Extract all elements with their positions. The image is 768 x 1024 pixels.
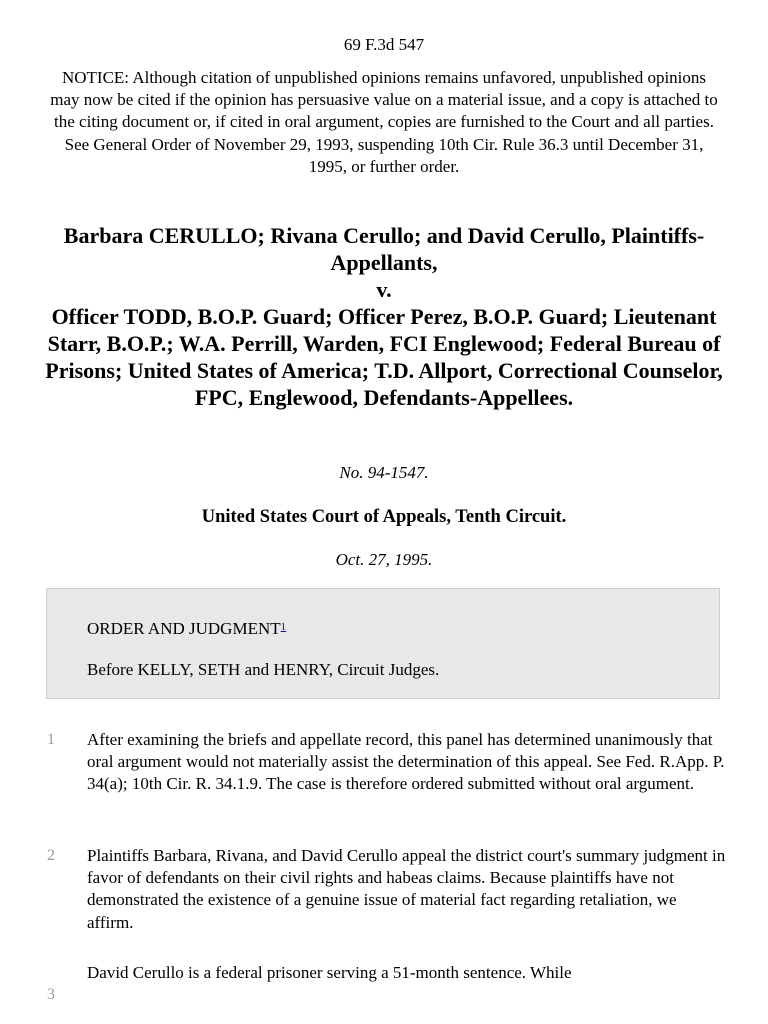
paragraph-number: 3	[47, 986, 55, 1003]
docket-number: No. 94-1547.	[339, 463, 429, 482]
paragraph-text: David Cerullo is a federal prisoner serving a 51-month sentence. While	[87, 963, 572, 982]
case-citation: 69 F.3d 547	[343, 35, 425, 54]
paragraph-number: 2	[47, 847, 55, 864]
judges-panel: Before KELLY, SETH and HENRY, Circuit Judges.	[87, 660, 440, 679]
unpublished-opinion-notice: NOTICE: Although citation of unpublished opinions remains unfavored, unpublished opinions may now be cited if the opinion has persuasive value on a material issue, and a copy is attached to the citing document or, if cited in oral argument, copies are furnished to the Court and all parties. See General Order of November 29, 1993, suspending 10th Cir. Rule 36.3 until December 31, 1995, or further order.	[50, 68, 718, 176]
decision-date: Oct. 27, 1995.	[335, 550, 433, 569]
court-name: United States Court of Appeals, Tenth Circuit.	[201, 507, 567, 527]
paragraph-text: After examining the briefs and appellate record, this panel has determined unanimously that oral argument would not materially assist the determination of this appeal. See Fed. R.App. P. 34(a); 10th Cir. R. 34.1.9. The case is therefore ordered submitted without oral argument.	[87, 730, 725, 794]
caption-versus: v.	[376, 277, 392, 302]
case-caption	[40, 222, 728, 411]
paragraph-number: 1	[47, 731, 55, 748]
caption-defendants: Officer TODD, B.O.P. Guard; Officer Perez, B.O.P. Guard; Lieutenant Starr, B.O.P.; W.A. Perrill, Warden, FCI Englewood; Federal Bureau of Prisons; United States of America; T.D. Allport, Correctional Counselor, FPC, Englewood, Defendants-Appellees.	[45, 304, 723, 410]
order-title-text: ORDER AND JUDGMENT	[87, 619, 281, 638]
caption-plaintiffs: Barbara CERULLO; Rivana Cerullo; and David Cerullo, Plaintiffs-Appellants,	[63, 223, 705, 275]
footnote-link[interactable]: 1	[280, 621, 287, 633]
paragraph-text: Plaintiffs Barbara, Rivana, and David Cerullo appeal the district court's summary judgment in favor of defendants on their civil rights and habeas claims. Because plaintiffs have not demonstrated the existence of a genuine issue of material fact regarding retaliation, we affirm.	[87, 846, 726, 932]
order-and-judgment-box	[46, 588, 720, 699]
order-title	[87, 618, 286, 640]
